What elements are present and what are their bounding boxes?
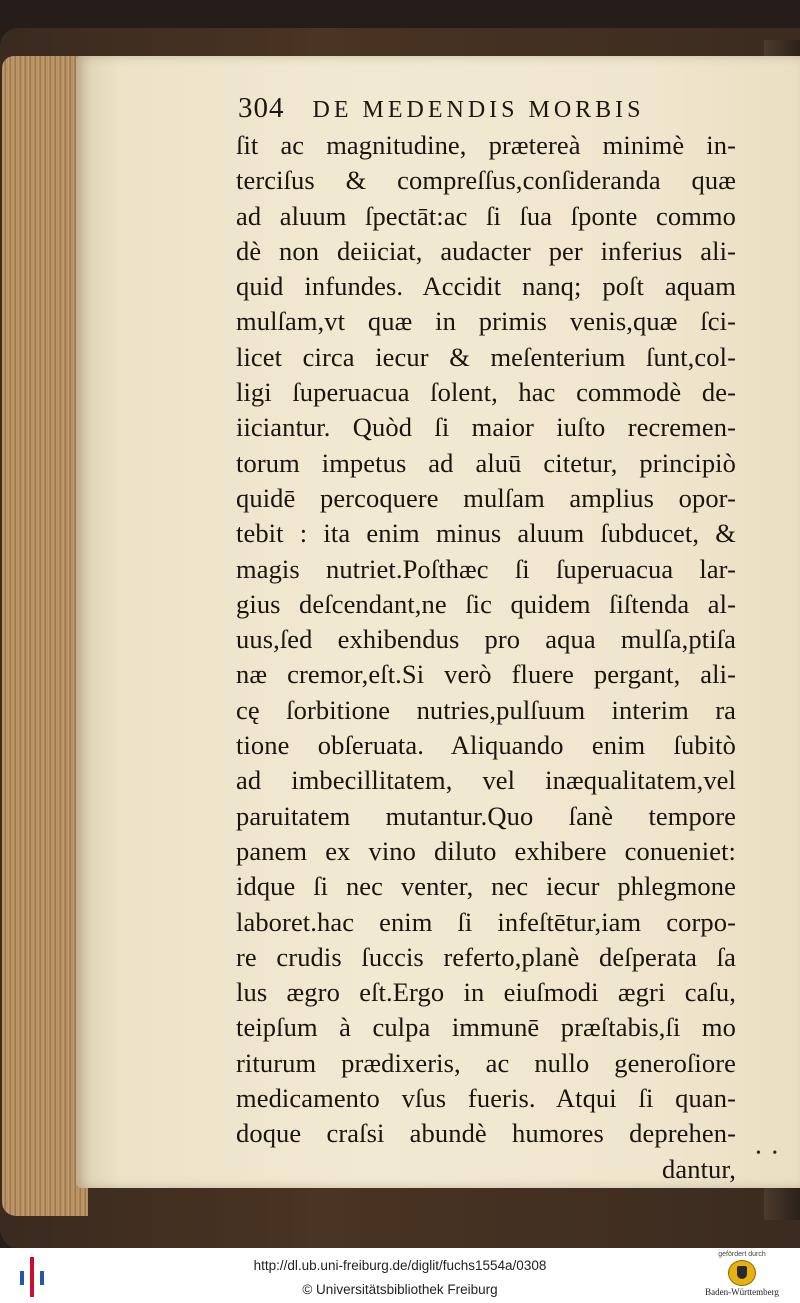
running-title: DE MEDENDIS MORBIS: [312, 97, 645, 123]
text-line: re crudis ſuccis referto,planè deſperata ſa: [236, 941, 736, 972]
text-line: paruitatem mutantur.Quo ſanè tempore: [236, 800, 736, 831]
text-line: medicamento vſus fueris. Atqui ſi quan-: [236, 1083, 736, 1114]
page-number: 304: [238, 92, 285, 124]
text-line: ad aluum ſpectāt:ac ſi ſua ſponte commo: [236, 200, 736, 231]
text-line: dè non deiiciat, audacter per inferius ali-: [236, 235, 736, 266]
text-line: tione obſeruata. Aliquando enim ſubitò: [236, 730, 736, 761]
sponsor-badge[interactable]: [690, 1251, 794, 1303]
text-line: lus ægro eſt.Ergo in eiuſmodi ægri caſu,: [236, 977, 736, 1008]
text-line: licet circa iecur & meſenterium ſunt,col-: [236, 341, 736, 372]
text-line: tebit : ita enim minus aluum ſubducet, &: [236, 518, 736, 549]
viewer-footer: [0, 1248, 800, 1303]
page-body-text: [236, 128, 736, 1187]
text-line: dantur,: [662, 1153, 736, 1184]
text-line: idque ſi nec venter, nec iecur phlegmone: [236, 871, 736, 902]
text-line: torum impetus ad aluū citetur, principiò: [236, 447, 736, 478]
text-line: gius deſcendant,ne ſic quidem ſiſtenda al-: [236, 588, 736, 619]
text-line: laboret.hac enim ſi infeſtētur,iam corpo-: [236, 906, 736, 937]
text-line: quid infundes. Accidit nanq; poſt aquam: [236, 271, 736, 302]
text-line: iiciantur. Quòd ſi maior iuſto recremen-: [236, 412, 736, 443]
text-line: ad imbecillitatem, vel inæqualitatem,vel: [236, 765, 736, 796]
sponsor-name: Baden-Württemberg: [705, 1287, 779, 1297]
text-line: terciſus & compreſſus,conſideranda quæ: [236, 165, 736, 196]
text-line: magis nutriet.Poſthæc ſi ſuperuacua lar-: [236, 553, 736, 584]
text-line: teipſum à culpa immunē præſtabis,ſi mo: [236, 1012, 736, 1043]
text-line: doque craſsi abundè humores deprehen-: [236, 1118, 736, 1149]
sponsor-caption: gefördert durch: [718, 1251, 766, 1258]
text-line: quidē percoquere mulſam amplius opor-: [236, 482, 736, 513]
copyright-notice: © Universitätsbibliothek Freiburg: [302, 1282, 498, 1297]
state-seal-icon: [728, 1260, 756, 1286]
corner-marks: • •: [756, 1146, 782, 1161]
permalink-url[interactable]: http://dl.ub.uni-freiburg.de/diglit/fuchs1554a/0308: [253, 1258, 547, 1273]
text-line: panem ex vino diluto exhibere conueniet:: [236, 835, 736, 866]
text-line: uus,ſed exhibendus pro aqua mulſa,ptiſa: [236, 624, 736, 655]
text-line: mulſam,vt quæ in primis venis,quæ ſci-: [236, 306, 736, 337]
text-line: næ cremor,eſt.Si verò fluere pergant, ali-: [236, 659, 736, 690]
text-line: ligi ſuperuacua ſolent, hac commodè de-: [236, 377, 736, 408]
running-head: [238, 92, 668, 128]
text-line: ſit ac magnitudine, prætereà minimè in-: [236, 130, 736, 160]
text-line: cę ſorbitione nutries,pulſuum interim ra: [236, 694, 736, 725]
text-line: riturum prædixeris, ac nullo generoſiore: [236, 1047, 736, 1078]
